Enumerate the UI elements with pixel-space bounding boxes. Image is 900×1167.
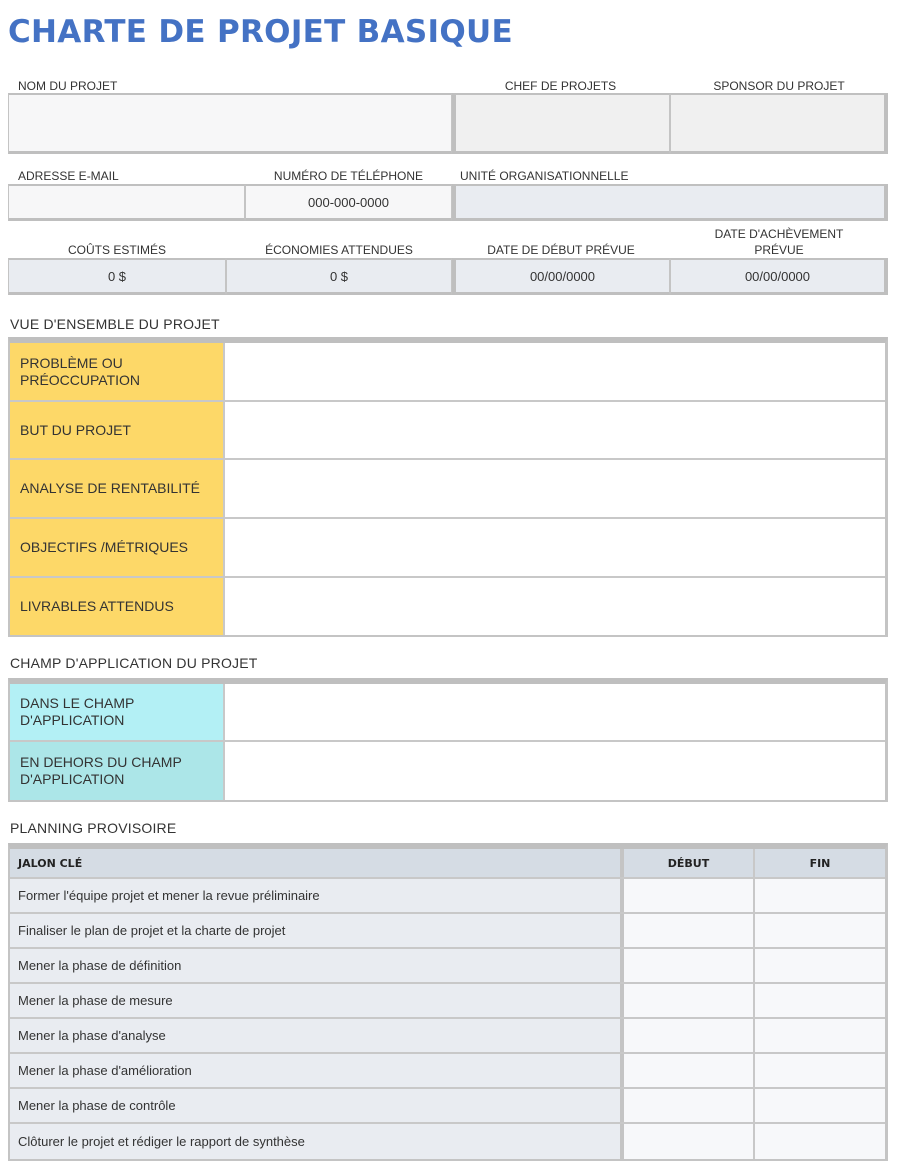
planned-completion-label-line2: PRÉVUE xyxy=(754,243,804,257)
milestone-column-header: JALON CLÉ xyxy=(10,849,624,877)
overview-row-value[interactable] xyxy=(225,343,885,400)
milestone-cell: Former l'équipe projet et mener la revue préliminaire xyxy=(10,879,624,912)
estimated-costs-field[interactable]: 0 $ xyxy=(8,258,226,295)
phone-label: NUMÉRO DE TÉLÉPHONE xyxy=(273,169,424,183)
end-cell[interactable] xyxy=(755,1089,885,1122)
overview-row-label: LIVRABLES ATTENDUS xyxy=(10,578,225,635)
project-manager-field[interactable] xyxy=(452,93,670,154)
end-cell[interactable] xyxy=(755,1054,885,1087)
table-row xyxy=(10,1089,885,1124)
end-cell[interactable] xyxy=(755,1019,885,1052)
milestone-cell: Mener la phase d'amélioration xyxy=(10,1054,624,1087)
table-row xyxy=(10,1019,885,1054)
planned-start-label: DATE DE DÉBUT PRÉVUE xyxy=(487,243,635,257)
overview-row xyxy=(10,343,885,402)
scope-table xyxy=(8,678,888,802)
scope-row xyxy=(10,742,885,800)
start-cell[interactable] xyxy=(624,1089,755,1122)
org-unit-label: UNITÉ ORGANISATIONNELLE xyxy=(460,169,629,183)
start-column-header: DÉBUT xyxy=(624,849,755,877)
table-row xyxy=(10,949,885,984)
table-row xyxy=(10,879,885,914)
expected-savings-field[interactable]: 0 $ xyxy=(226,258,452,295)
end-column-header: FIN xyxy=(755,849,885,877)
estimated-costs-label: COÛTS ESTIMÉS xyxy=(67,243,166,257)
start-cell[interactable] xyxy=(624,1019,755,1052)
end-cell[interactable] xyxy=(755,949,885,982)
overview-row xyxy=(10,460,885,519)
scope-row xyxy=(10,684,885,742)
scope-section-title: CHAMP D'APPLICATION DU PROJET xyxy=(10,655,258,671)
overview-row xyxy=(10,578,885,635)
start-cell[interactable] xyxy=(624,1054,755,1087)
scope-row-value[interactable] xyxy=(225,742,885,800)
milestone-cell: Finaliser le plan de projet et la charte de projet xyxy=(10,914,624,947)
overview-row-label: BUT DU PROJET xyxy=(10,402,225,458)
overview-row xyxy=(10,402,885,460)
schedule-section-title: PLANNING PROVISOIRE xyxy=(10,820,177,836)
overview-row xyxy=(10,519,885,578)
phone-field[interactable]: 000-000-0000 xyxy=(245,184,452,221)
table-row xyxy=(10,1054,885,1089)
email-field[interactable] xyxy=(8,184,245,221)
milestone-cell: Mener la phase d'analyse xyxy=(10,1019,624,1052)
table-row xyxy=(10,1124,885,1159)
project-sponsor-label: SPONSOR DU PROJET xyxy=(713,79,845,93)
overview-row-value[interactable] xyxy=(225,578,885,635)
overview-row-value[interactable] xyxy=(225,402,885,458)
end-cell[interactable] xyxy=(755,1124,885,1159)
schedule-table xyxy=(8,843,888,1161)
scope-row-label: EN DEHORS DU CHAMP D'APPLICATION xyxy=(10,742,225,800)
overview-table xyxy=(8,337,888,637)
overview-row-label: PROBLÈME OU PRÉOCCUPATION xyxy=(10,343,225,400)
end-cell[interactable] xyxy=(755,879,885,912)
start-cell[interactable] xyxy=(624,984,755,1017)
planned-start-field[interactable]: 00/00/0000 xyxy=(452,258,670,295)
scope-row-value[interactable] xyxy=(225,684,885,740)
expected-savings-label: ÉCONOMIES ATTENDUES xyxy=(265,243,413,257)
start-cell[interactable] xyxy=(624,1124,755,1159)
start-cell[interactable] xyxy=(624,914,755,947)
table-row xyxy=(10,984,885,1019)
planned-completion-field[interactable]: 00/00/0000 xyxy=(670,258,888,295)
project-sponsor-field[interactable] xyxy=(670,93,888,154)
project-manager-label: CHEF DE PROJETS xyxy=(504,79,617,93)
end-cell[interactable] xyxy=(755,914,885,947)
email-label: ADRESSE E-MAIL xyxy=(18,169,119,183)
planned-completion-label-line1: DATE D'ACHÈVEMENT xyxy=(714,227,844,241)
end-cell[interactable] xyxy=(755,984,885,1017)
project-name-label: NOM DU PROJET xyxy=(18,79,118,93)
milestone-cell: Mener la phase de contrôle xyxy=(10,1089,624,1122)
start-cell[interactable] xyxy=(624,949,755,982)
overview-row-label: OBJECTIFS /MÉTRIQUES xyxy=(10,519,225,576)
milestone-cell: Mener la phase de définition xyxy=(10,949,624,982)
org-unit-field[interactable] xyxy=(452,184,888,221)
overview-section-title: VUE D'ENSEMBLE DU PROJET xyxy=(10,316,220,332)
schedule-header-row xyxy=(10,849,885,879)
project-name-field[interactable] xyxy=(8,93,452,154)
overview-row-value[interactable] xyxy=(225,460,885,517)
overview-row-label: ANALYSE DE RENTABILITÉ xyxy=(10,460,225,517)
start-cell[interactable] xyxy=(624,879,755,912)
scope-row-label: DANS LE CHAMP D'APPLICATION xyxy=(10,684,225,740)
page-title: CHARTE DE PROJET BASIQUE xyxy=(8,14,513,50)
milestone-cell: Clôturer le projet et rédiger le rapport de synthèse xyxy=(10,1124,624,1159)
overview-row-value[interactable] xyxy=(225,519,885,576)
table-row xyxy=(10,914,885,949)
milestone-cell: Mener la phase de mesure xyxy=(10,984,624,1017)
